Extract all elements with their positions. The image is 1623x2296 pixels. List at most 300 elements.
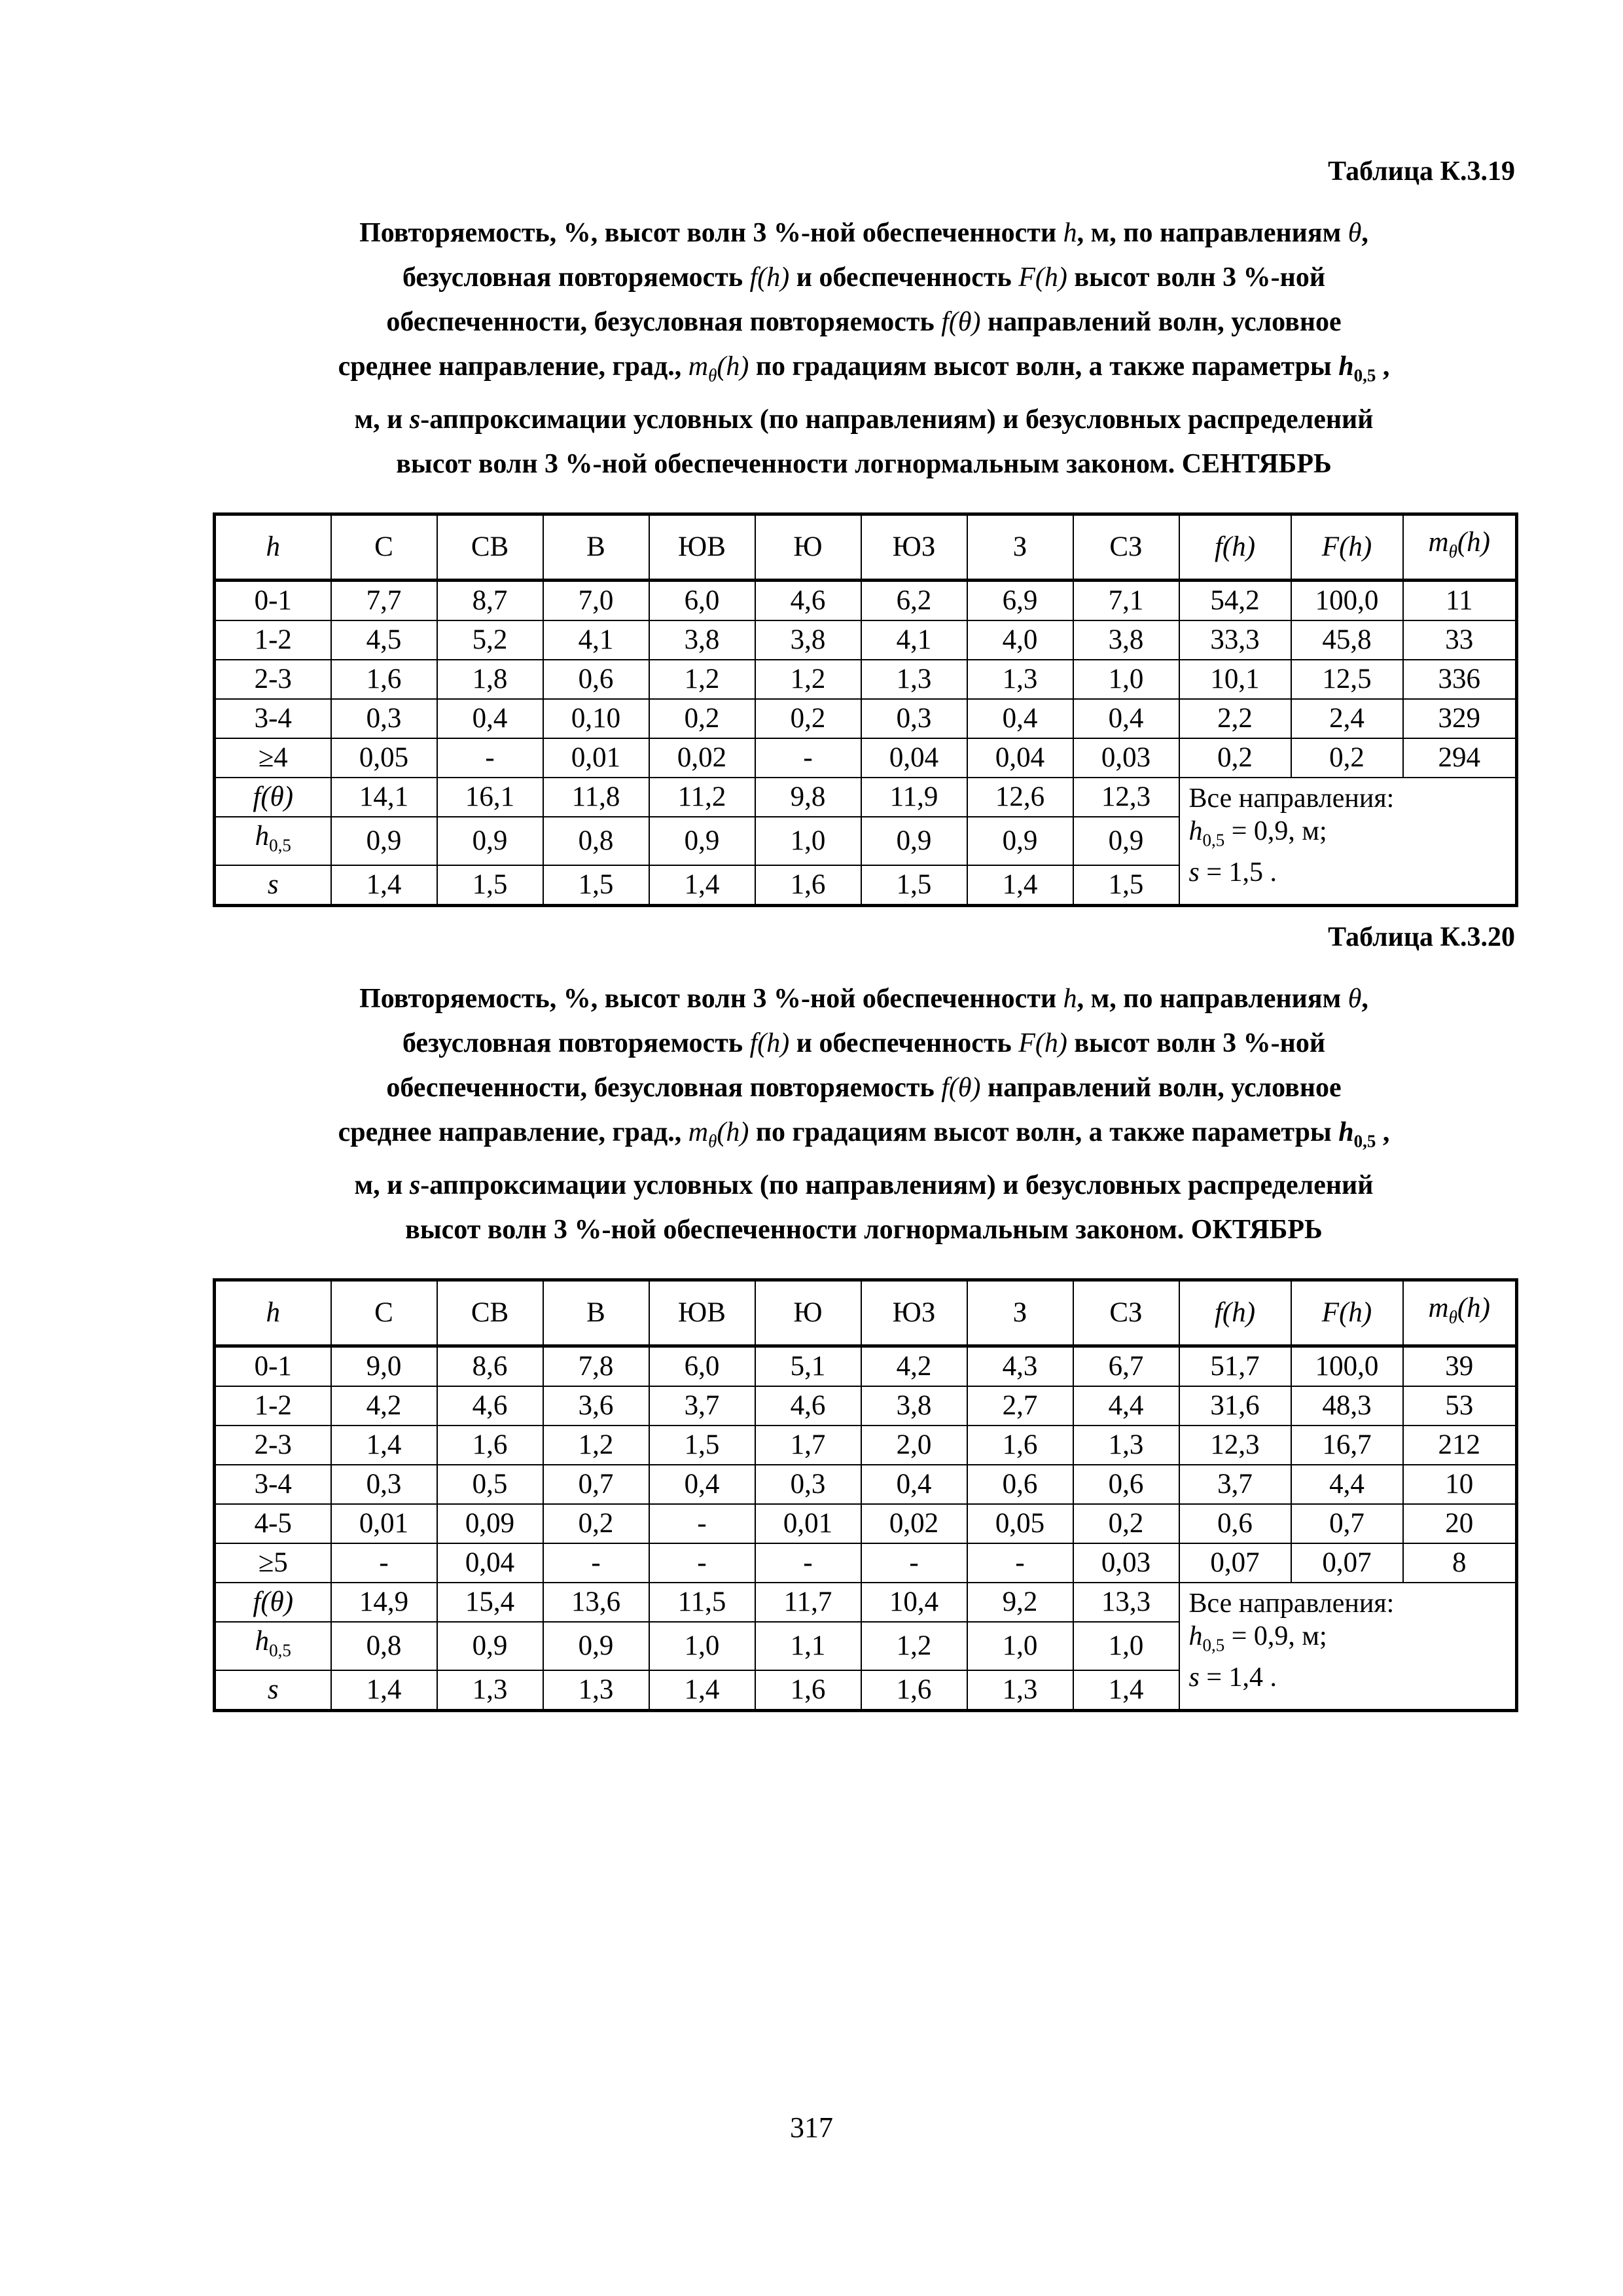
table-cell: 1-2 — [215, 1386, 331, 1426]
table-row — [215, 620, 1517, 660]
table-row — [215, 1504, 1517, 1543]
table-cell: 1,4 — [967, 865, 1073, 906]
wave-table-september — [213, 512, 1518, 906]
caption-symbol: h — [1063, 218, 1077, 248]
table-cell: 4,1 — [861, 620, 967, 660]
table-cell: 2-3 — [215, 1426, 331, 1465]
table-cell: 329 — [1403, 699, 1517, 738]
table-cell: 0,5 — [437, 1465, 543, 1504]
table-cell: 0,2 — [1179, 738, 1291, 778]
table-cell: 0,03 — [1073, 738, 1179, 778]
caption-text: среднее направление, град., — [338, 351, 688, 382]
table-cell: 1,5 — [649, 1426, 755, 1465]
table-cell: 0,8 — [331, 1622, 437, 1670]
table-cell: ≥5 — [215, 1543, 331, 1583]
table-cell: - — [861, 1543, 967, 1583]
table-cell: 12,3 — [1073, 778, 1179, 817]
header-symbol: m — [1428, 1293, 1449, 1324]
header-cell: F(h) — [1291, 1280, 1403, 1346]
table-cell: 1,3 — [861, 660, 967, 699]
table-cell: 3-4 — [215, 1465, 331, 1504]
table-row — [215, 580, 1517, 620]
caption-text: обеспеченности, безусловная повторяемость — [386, 307, 942, 337]
table-cell: 100,0 — [1291, 580, 1403, 620]
header-cell: СЗ — [1073, 514, 1179, 581]
s-label: s — [215, 865, 331, 906]
header-cell: В — [543, 514, 649, 581]
table-cell: 1,5 — [543, 865, 649, 906]
table-cell: 0,2 — [543, 1504, 649, 1543]
caption-symbol: θ — [1347, 218, 1362, 248]
table-cell: - — [649, 1543, 755, 1583]
caption-symbol: 0,5 — [1353, 1131, 1376, 1151]
table-cell: 0,07 — [1291, 1543, 1403, 1583]
table-cell: 0,6 — [967, 1465, 1073, 1504]
caption-line-4 — [213, 1110, 1515, 1163]
table-cell: 0,04 — [967, 738, 1073, 778]
table-cell: 4-5 — [215, 1504, 331, 1543]
table-caption — [213, 977, 1515, 1252]
table-cell: 6,0 — [649, 1346, 755, 1386]
table-cell: 1,5 — [1073, 865, 1179, 906]
table-cell: 0,2 — [1291, 738, 1403, 778]
table-cell: 20 — [1403, 1504, 1517, 1543]
table-cell: 0,4 — [1073, 699, 1179, 738]
table-cell: 0,02 — [861, 1504, 967, 1543]
table-cell: 0-1 — [215, 580, 331, 620]
h05-symbol: 0,5 — [269, 1640, 291, 1660]
header-cell: ЮЗ — [861, 1280, 967, 1346]
table-cell: 0,3 — [331, 699, 437, 738]
table-cell: 0,9 — [1073, 817, 1179, 865]
table-cell: 1,0 — [1073, 660, 1179, 699]
header-cell: Ю — [755, 1280, 861, 1346]
caption-symbol: f(θ) — [941, 1073, 981, 1103]
table-cell: 0,02 — [649, 738, 755, 778]
caption-text: безусловная повторяемость — [402, 262, 750, 293]
caption-line-3 — [213, 1066, 1515, 1110]
table-cell: 8,7 — [437, 580, 543, 620]
caption-text: , м, по направлениям — [1077, 218, 1348, 248]
table-row — [215, 660, 1517, 699]
header-symbol: (h) — [1457, 527, 1490, 558]
table-cell: 5,1 — [755, 1346, 861, 1386]
table-cell: 39 — [1403, 1346, 1517, 1386]
table-cell: 0,2 — [649, 699, 755, 738]
h05-symbol: h — [255, 820, 270, 852]
table-cell: 1,0 — [1073, 1622, 1179, 1670]
table-cell: 13,6 — [543, 1583, 649, 1622]
header-cell: Ю — [755, 514, 861, 581]
table-cell: 0,01 — [543, 738, 649, 778]
table-cell: 1,6 — [755, 1670, 861, 1711]
table-cell: 294 — [1403, 738, 1517, 778]
header-cell: СЗ — [1073, 1280, 1179, 1346]
note-symbol: h — [1188, 1621, 1203, 1651]
note-symbol: 0,5 — [1202, 1635, 1225, 1655]
table-cell: 7,1 — [1073, 580, 1179, 620]
table-cell: 0,9 — [861, 817, 967, 865]
table-cell: 0,3 — [331, 1465, 437, 1504]
table-cell: - — [967, 1543, 1073, 1583]
caption-symbol: h — [1063, 984, 1077, 1014]
table-cell: 1,0 — [649, 1622, 755, 1670]
table-cell: 0,01 — [755, 1504, 861, 1543]
header-cell: З — [967, 514, 1073, 581]
wave-table-october — [213, 1278, 1518, 1712]
header-cell: ЮВ — [649, 1280, 755, 1346]
note-symbol: 0,5 — [1202, 830, 1225, 850]
header-cell: В — [543, 1280, 649, 1346]
note-value: = 1,5 . — [1199, 857, 1277, 888]
table-cell: 7,0 — [543, 580, 649, 620]
table-cell: 9,2 — [967, 1583, 1073, 1622]
header-symbol: (h) — [1457, 1293, 1490, 1324]
table-cell: 11,8 — [543, 778, 649, 817]
caption-text: Повторяемость, %, высот волн 3 %-ной обеспеченности — [359, 218, 1063, 248]
table-cell: 45,8 — [1291, 620, 1403, 660]
table-cell: 6,9 — [967, 580, 1073, 620]
caption-text: направлений волн, условное — [980, 307, 1342, 337]
table-cell: 0,6 — [543, 660, 649, 699]
table-cell: 33 — [1403, 620, 1517, 660]
caption-symbol: θ — [708, 1131, 717, 1151]
table-cell: 4,4 — [1291, 1465, 1403, 1504]
caption-symbol: f(h) — [749, 262, 790, 293]
table-cell: 33,3 — [1179, 620, 1291, 660]
ftheta-row — [215, 1583, 1517, 1622]
caption-symbol: f(h) — [749, 1028, 790, 1058]
table-code: Таблица К.3.20 — [1328, 922, 1515, 952]
header-cell: f(h) — [1179, 1280, 1291, 1346]
ftheta-row — [215, 778, 1517, 817]
table-cell: 31,6 — [1179, 1386, 1291, 1426]
table-cell: 0,03 — [1073, 1543, 1179, 1583]
caption-line-2 — [213, 1021, 1515, 1066]
table-cell: 1,4 — [331, 1670, 437, 1711]
note-value: = 1,4 . — [1199, 1662, 1277, 1693]
table-cell: 0,9 — [543, 1622, 649, 1670]
table-cell: 0,6 — [1073, 1465, 1179, 1504]
table-cell: 1,4 — [331, 865, 437, 906]
caption-line-4 — [213, 344, 1515, 397]
table-cell: - — [755, 738, 861, 778]
table-cell: 3,7 — [649, 1386, 755, 1426]
table-cell: 1,4 — [649, 1670, 755, 1711]
table-cell: 0,4 — [437, 699, 543, 738]
table-cell: 51,7 — [1179, 1346, 1291, 1386]
table-cell: - — [755, 1543, 861, 1583]
header-cell: З — [967, 1280, 1073, 1346]
table-row — [215, 1465, 1517, 1504]
table-cell: 10,4 — [861, 1583, 967, 1622]
table-cell: 12,5 — [1291, 660, 1403, 699]
table-cell: 48,3 — [1291, 1386, 1403, 1426]
table-cell: 0,9 — [331, 817, 437, 865]
table-row — [215, 738, 1517, 778]
caption-text: среднее направление, град., — [338, 1117, 688, 1147]
table-cell: 6,2 — [861, 580, 967, 620]
caption-text: -аппроксимации условных (по направлениям) и безусловных распределений — [420, 1170, 1374, 1201]
table-cell: 1,5 — [861, 865, 967, 906]
table-cell: 0,6 — [1179, 1504, 1291, 1543]
caption-symbol: F(h) — [1018, 1028, 1067, 1058]
h05-symbol: h — [255, 1625, 270, 1657]
table-cell: 0,04 — [437, 1543, 543, 1583]
caption-text: , — [1361, 218, 1368, 248]
table-block-k3-20 — [213, 918, 1515, 1712]
table-cell: 3,8 — [861, 1386, 967, 1426]
table-cell: 4,0 — [967, 620, 1073, 660]
table-cell: 12,3 — [1179, 1426, 1291, 1465]
header-cell: СВ — [437, 514, 543, 581]
table-cell: 1,2 — [755, 660, 861, 699]
table-cell: 14,1 — [331, 778, 437, 817]
header-cell: F(h) — [1291, 514, 1403, 581]
table-row — [215, 1386, 1517, 1426]
table-cell: 100,0 — [1291, 1346, 1403, 1386]
table-cell: 3,8 — [755, 620, 861, 660]
table-cell: 1,4 — [649, 865, 755, 906]
caption-text: безусловная повторяемость — [402, 1028, 750, 1058]
table-cell: 15,4 — [437, 1583, 543, 1622]
table-cell: 0,9 — [967, 817, 1073, 865]
caption-text: -аппроксимации условных (по направлениям) и безусловных распределений — [420, 404, 1374, 435]
table-cell: 1,3 — [437, 1670, 543, 1711]
table-cell: - — [543, 1543, 649, 1583]
caption-symbol: 0,5 — [1353, 365, 1376, 386]
s-label: s — [215, 1670, 331, 1711]
caption-symbol: s — [409, 404, 421, 435]
header-cell: h — [215, 1280, 331, 1346]
table-cell: 4,2 — [331, 1386, 437, 1426]
ftheta-label: f(θ) — [215, 1583, 331, 1622]
table-cell: 3,8 — [649, 620, 755, 660]
table-cell: 4,5 — [331, 620, 437, 660]
header-cell: С — [331, 514, 437, 581]
all-directions-note — [1179, 1583, 1517, 1710]
header-cell: f(h) — [1179, 514, 1291, 581]
table-cell: 1,2 — [861, 1622, 967, 1670]
caption-text: м, и — [354, 404, 410, 435]
table-cell: 0,8 — [543, 817, 649, 865]
table-cell: 1,6 — [861, 1670, 967, 1711]
note-title: Все направления: — [1188, 1588, 1395, 1619]
table-cell: 3,7 — [1179, 1465, 1291, 1504]
table-code: Таблица К.3.19 — [1328, 156, 1515, 187]
table-cell: 1-2 — [215, 620, 331, 660]
table-cell: 7,8 — [543, 1346, 649, 1386]
table-cell: 1,0 — [755, 817, 861, 865]
header-cell: С — [331, 1280, 437, 1346]
table-cell: 1,3 — [1073, 1426, 1179, 1465]
table-cell: - — [437, 738, 543, 778]
table-row — [215, 1543, 1517, 1583]
table-cell: 53 — [1403, 1386, 1517, 1426]
caption-text: , м, по направлениям — [1077, 984, 1348, 1014]
caption-line-1 — [213, 211, 1515, 255]
header-cell: h — [215, 514, 331, 581]
table-cell: 4,4 — [1073, 1386, 1179, 1426]
header-symbol: θ — [1448, 1307, 1457, 1327]
table-cell: 0-1 — [215, 1346, 331, 1386]
table-cell: 1,6 — [967, 1426, 1073, 1465]
caption-symbol: F(h) — [1018, 262, 1067, 293]
table-cell: 1,8 — [437, 660, 543, 699]
note-s — [1189, 856, 1516, 889]
table-cell: 0,09 — [437, 1504, 543, 1543]
table-cell: 8 — [1403, 1543, 1517, 1583]
table-cell: 1,5 — [437, 865, 543, 906]
table-cell: 1,1 — [755, 1622, 861, 1670]
table-cell: 0,9 — [437, 1622, 543, 1670]
table-cell: 12,6 — [967, 778, 1073, 817]
table-cell: 2-3 — [215, 660, 331, 699]
table-cell: 1,3 — [967, 660, 1073, 699]
table-cell: 10 — [1403, 1465, 1517, 1504]
table-cell: 5,2 — [437, 620, 543, 660]
table-cell: 11,2 — [649, 778, 755, 817]
table-cell: 1,2 — [543, 1426, 649, 1465]
note-value: = 0,9, м; — [1224, 816, 1327, 846]
table-cell: 4,1 — [543, 620, 649, 660]
table-cell: ≥4 — [215, 738, 331, 778]
page-number: 317 — [790, 2111, 833, 2144]
caption-symbol: h — [1338, 351, 1354, 382]
header-cell: ЮВ — [649, 514, 755, 581]
table-cell: 0,7 — [1291, 1504, 1403, 1543]
table-cell: 0,9 — [649, 817, 755, 865]
note-symbol: s — [1188, 857, 1200, 888]
caption-text: высот волн 3 %-ной — [1067, 1028, 1326, 1058]
table-cell: 0,3 — [861, 699, 967, 738]
caption-line-5 — [213, 1163, 1515, 1208]
caption-symbol: m — [688, 1117, 709, 1147]
note-symbol: h — [1188, 816, 1203, 846]
table-cell: 2,7 — [967, 1386, 1073, 1426]
header-symbol: m — [1428, 527, 1449, 558]
caption-symbol: f(θ) — [941, 307, 981, 337]
table-caption — [213, 211, 1515, 486]
note-s — [1189, 1661, 1516, 1694]
table-cell: 0,05 — [967, 1504, 1073, 1543]
table-cell: 14,9 — [331, 1583, 437, 1622]
table-cell: 16,1 — [437, 778, 543, 817]
caption-text: м, и — [354, 1170, 410, 1201]
note-title: Все направления: — [1188, 783, 1395, 814]
table-cell: 8,6 — [437, 1346, 543, 1386]
caption-symbol: h — [1338, 1117, 1354, 1147]
table-cell: 2,2 — [1179, 699, 1291, 738]
caption-line-6: высот волн 3 %-ной обеспеченности логнормальным законом. ОКТЯБРЬ — [405, 1215, 1323, 1246]
table-cell: 4,6 — [755, 580, 861, 620]
table-cell: - — [331, 1543, 437, 1583]
table-header-row — [215, 514, 1517, 581]
table-cell: 0,2 — [1073, 1504, 1179, 1543]
table-header-row — [215, 1280, 1517, 1346]
table-cell: 4,3 — [967, 1346, 1073, 1386]
table-cell: 9,0 — [331, 1346, 437, 1386]
table-cell: 11,7 — [755, 1583, 861, 1622]
h05-label — [215, 1622, 331, 1670]
table-row — [215, 1346, 1517, 1386]
table-cell: 0,9 — [437, 817, 543, 865]
table-cell: 0,10 — [543, 699, 649, 738]
caption-symbol: θ — [1347, 984, 1362, 1014]
caption-symbol: (h) — [717, 351, 749, 382]
table-cell: 7,7 — [331, 580, 437, 620]
table-cell: 4,6 — [437, 1386, 543, 1426]
table-block-k3-19 — [213, 152, 1515, 907]
table-cell: 0,4 — [861, 1465, 967, 1504]
table-cell: 2,0 — [861, 1426, 967, 1465]
table-cell: 212 — [1403, 1426, 1517, 1465]
caption-line-1 — [213, 977, 1515, 1021]
table-cell: 1,6 — [437, 1426, 543, 1465]
table-cell: 1,4 — [1073, 1670, 1179, 1711]
caption-text: , — [1376, 351, 1390, 382]
caption-text: , — [1361, 984, 1368, 1014]
table-cell: 6,0 — [649, 580, 755, 620]
table-cell: 0,01 — [331, 1504, 437, 1543]
caption-line-6: высот волн 3 %-ной обеспеченности логнормальным законом. СЕНТЯБРЬ — [396, 449, 1332, 480]
table-cell: 0,07 — [1179, 1543, 1291, 1583]
table-cell: 3,8 — [1073, 620, 1179, 660]
table-cell: 13,3 — [1073, 1583, 1179, 1622]
header-cell — [1403, 1280, 1517, 1346]
table-cell: 2,4 — [1291, 699, 1403, 738]
caption-line-2 — [213, 255, 1515, 300]
table-cell: 3-4 — [215, 699, 331, 738]
caption-text: обеспеченности, безусловная повторяемость — [386, 1073, 942, 1103]
note-h05 — [1189, 815, 1516, 856]
table-row — [215, 699, 1517, 738]
header-cell: СВ — [437, 1280, 543, 1346]
table-cell: 1,4 — [331, 1426, 437, 1465]
table-cell: 4,6 — [755, 1386, 861, 1426]
table-cell: 0,4 — [967, 699, 1073, 738]
caption-symbol: (h) — [717, 1117, 749, 1147]
caption-text: и обеспеченность — [789, 1028, 1019, 1058]
table-cell: 0,3 — [755, 1465, 861, 1504]
table-cell: 10,1 — [1179, 660, 1291, 699]
ftheta-label: f(θ) — [215, 778, 331, 817]
caption-text: , — [1376, 1117, 1390, 1147]
table-cell: 1,3 — [543, 1670, 649, 1711]
table-cell: 16,7 — [1291, 1426, 1403, 1465]
caption-text: Повторяемость, %, высот волн 3 %-ной обеспеченности — [359, 984, 1063, 1014]
table-cell: 11,9 — [861, 778, 967, 817]
caption-text: по градациям высот волн, а также параметры — [749, 351, 1339, 382]
caption-symbol: s — [409, 1170, 421, 1201]
table-cell: 336 — [1403, 660, 1517, 699]
table-cell: 54,2 — [1179, 580, 1291, 620]
table-cell: 1,6 — [755, 865, 861, 906]
header-symbol: θ — [1448, 541, 1457, 562]
h05-label — [215, 817, 331, 865]
table-cell: 0,04 — [861, 738, 967, 778]
table-cell: 0,7 — [543, 1465, 649, 1504]
caption-symbol: m — [688, 351, 709, 382]
table-cell: 3,6 — [543, 1386, 649, 1426]
header-cell: ЮЗ — [861, 514, 967, 581]
caption-line-5 — [213, 397, 1515, 442]
caption-text: по градациям высот волн, а также параметры — [749, 1117, 1339, 1147]
table-cell: - — [649, 1504, 755, 1543]
h05-symbol: 0,5 — [269, 835, 291, 855]
table-cell: 0,4 — [649, 1465, 755, 1504]
all-directions-note — [1179, 778, 1517, 905]
